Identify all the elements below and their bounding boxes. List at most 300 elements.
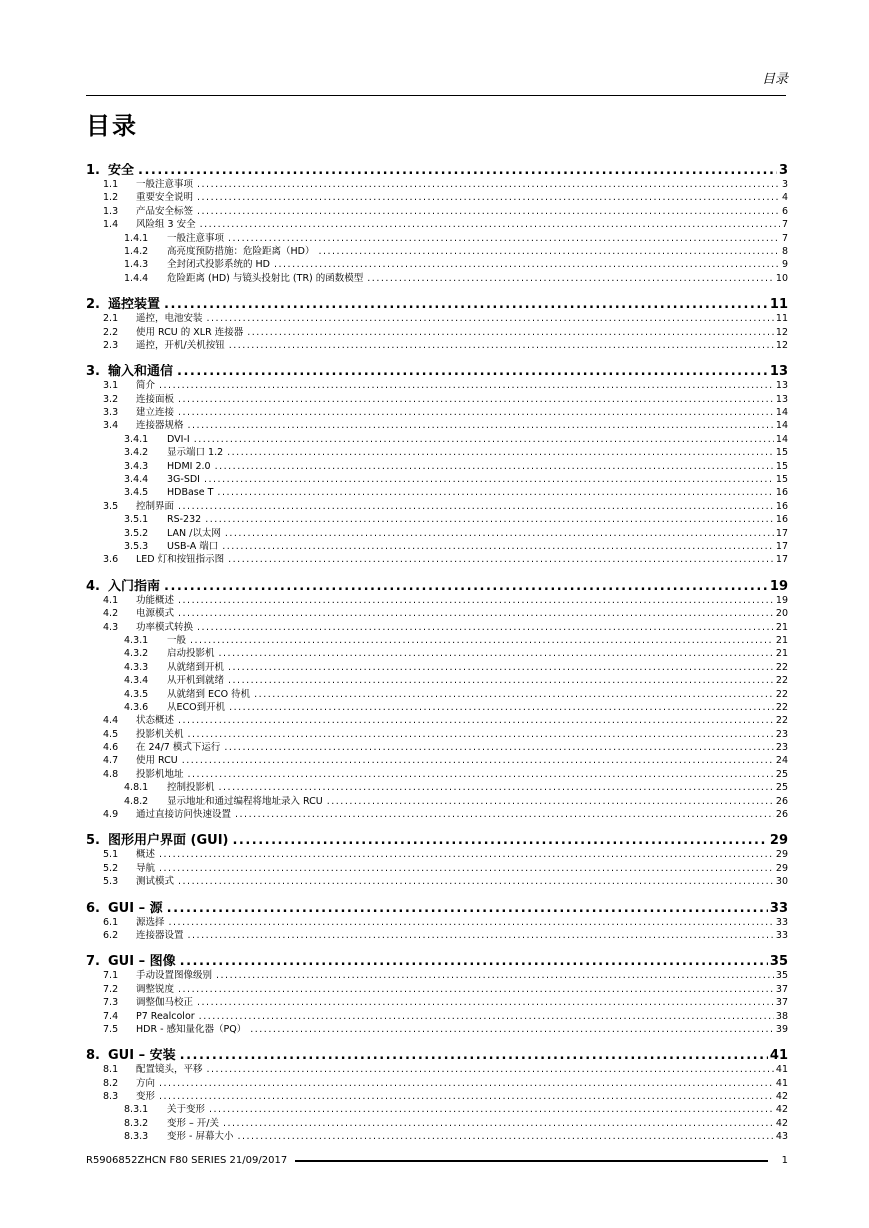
toc-leader-dots <box>188 728 774 741</box>
toc-entry-8-1[interactable] <box>86 1063 788 1076</box>
toc-entry-3-5-3[interactable] <box>86 540 788 553</box>
toc-entry-5-1[interactable] <box>86 848 788 861</box>
toc-entry-number: 3.5.3 <box>124 540 149 552</box>
toc-entry-title: HDR - 感知量化器（PQ） <box>136 1023 247 1035</box>
toc-entry-7[interactable] <box>86 954 788 969</box>
toc-entry-3-4-1[interactable] <box>86 433 788 446</box>
toc-leader-dots <box>232 833 767 848</box>
toc-entry-page: 17 <box>775 540 788 552</box>
toc-entry-3-5-1[interactable] <box>86 513 788 526</box>
toc-entry-4-3-1[interactable] <box>86 634 788 647</box>
toc-entry-3[interactable] <box>86 364 788 379</box>
toc-entry-title: 从就绪到 ECO 待机 <box>167 688 251 700</box>
toc-entry-title: 入门指南 <box>108 578 161 594</box>
toc-entry-title: 全封闭式投影系统的 HD <box>167 259 270 271</box>
toc-entry-number: 1.1 <box>103 179 119 190</box>
toc-entry-3-6[interactable] <box>86 553 788 566</box>
toc-entry-2-3[interactable] <box>86 339 788 352</box>
toc-entry-number: 4.3.2 <box>124 648 149 660</box>
toc-entry-number: 4.8.1 <box>124 782 149 794</box>
toc-entry-title: 显示端口 1.2 <box>167 447 224 459</box>
toc-entry-title: 投影机地址 <box>136 768 184 780</box>
toc-entry-page: 16 <box>775 514 788 526</box>
toc-leader-dots <box>225 527 774 540</box>
toc-entry-title: HDMI 2.0 <box>167 460 211 472</box>
toc-leader-dots <box>228 674 774 687</box>
toc-entry-title: 风险组 3 安全 <box>136 219 196 231</box>
toc-entry-1-4-3[interactable] <box>86 258 788 271</box>
toc-entry-4-8-1[interactable] <box>86 781 788 794</box>
toc-entry-number: 6. <box>86 900 100 916</box>
toc-leader-dots <box>327 795 774 808</box>
toc-entry-4-3-3[interactable] <box>86 661 788 674</box>
toc-entry-number: 2.3 <box>103 339 119 351</box>
toc-entry-number: 5.2 <box>103 862 119 874</box>
toc-leader-dots <box>200 218 780 231</box>
toc-entry-title: 关于变形 <box>167 1104 206 1116</box>
toc-leader-dots <box>222 540 774 553</box>
toc-entry-3-1[interactable] <box>86 379 788 392</box>
toc-entry-8-3-1[interactable] <box>86 1103 788 1116</box>
toc-entry-page: 23 <box>775 728 788 740</box>
toc-leader-dots <box>205 513 774 526</box>
toc-entry-number: 8.3.1 <box>124 1104 149 1116</box>
toc-entry-number: 1.4.2 <box>124 245 149 257</box>
toc-entry-7-4[interactable] <box>86 1010 788 1023</box>
toc-entry-4-7[interactable] <box>86 754 788 767</box>
toc-entry-4-3-6[interactable] <box>86 701 788 714</box>
toc-entry-title: 源选择 <box>136 916 165 928</box>
toc-entry-page: 23 <box>775 742 788 754</box>
toc-entry-8-3[interactable] <box>86 1090 788 1103</box>
toc-entry-4-9[interactable] <box>86 808 788 821</box>
toc-entry-title: 遥控装置 <box>108 297 161 313</box>
toc-entry-8-2[interactable] <box>86 1077 788 1090</box>
toc-entry-number: 4.3.3 <box>124 661 149 673</box>
toc-entry-page: 15 <box>775 460 788 472</box>
toc-entry-page: 26 <box>775 809 788 821</box>
toc-entry-number: 3.4 <box>103 420 119 432</box>
toc-leader-dots <box>229 701 774 714</box>
toc-entry-1-4-4[interactable] <box>86 272 788 285</box>
toc-entry-page: 21 <box>775 634 788 646</box>
toc-entry-4-6[interactable] <box>86 741 788 754</box>
toc-entry-page: 3 <box>781 179 788 190</box>
toc-leader-dots <box>159 1090 774 1103</box>
toc-entry-number: 5.3 <box>103 876 119 888</box>
toc-entry-page: 29 <box>769 833 788 849</box>
toc-entry-number: 4.3 <box>103 621 119 633</box>
toc-leader-dots <box>178 594 774 607</box>
toc-entry-number: 2.1 <box>103 313 119 325</box>
toc-entry-number: 8.3.2 <box>124 1117 149 1129</box>
toc-entry-title: 重要安全说明 <box>136 192 194 204</box>
toc-entry-title: 变形 – 开/关 <box>167 1117 219 1129</box>
toc-entry-number: 7.2 <box>103 983 119 995</box>
toc-entry-4-8-2[interactable] <box>86 795 788 808</box>
toc-leader-dots <box>197 191 780 204</box>
toc-entry-number: 3.4.2 <box>124 447 149 459</box>
toc-entry-5-2[interactable] <box>86 862 788 875</box>
toc-leader-dots <box>178 393 774 406</box>
toc-entry-number: 7.1 <box>103 970 119 982</box>
toc-entry-page: 20 <box>775 608 788 620</box>
toc-leader-dots <box>235 808 774 821</box>
toc-entry-title: GUI – 安装 <box>108 1048 176 1064</box>
toc-entry-title: RS-232 <box>167 514 202 526</box>
toc-entry-7-1[interactable] <box>86 969 788 982</box>
toc-entry-page: 12 <box>775 339 788 351</box>
toc-entry-title: 安全 <box>108 163 135 178</box>
toc-entry-number: 4.3.4 <box>124 675 149 687</box>
toc-entry-title: 导航 <box>136 862 156 874</box>
toc-entry-page: 7 <box>781 232 788 244</box>
toc-entry-4-3-4[interactable] <box>86 674 788 687</box>
toc-entry-title: 手动设置图像级别 <box>136 970 213 982</box>
toc-entry-7-3[interactable] <box>86 996 788 1009</box>
toc-entry-page: 25 <box>775 782 788 794</box>
toc-entry-page: 22 <box>775 661 788 673</box>
toc-leader-dots <box>138 163 777 178</box>
toc-entry-page: 39 <box>775 1023 788 1035</box>
toc-entry-title: 调整伽马校正 <box>136 997 194 1009</box>
toc-leader-dots <box>180 954 768 969</box>
toc-entry-5[interactable] <box>86 833 788 848</box>
toc-leader-dots <box>164 297 768 312</box>
table-of-contents <box>86 163 788 1144</box>
toc-leader-dots <box>318 245 779 258</box>
toc-entry-title: 概述 <box>136 849 156 861</box>
toc-entry-number: 6.1 <box>103 916 119 928</box>
toc-entry-number: 3.1 <box>103 380 119 392</box>
toc-leader-dots <box>177 364 768 379</box>
toc-entry-number: 3.5 <box>103 500 119 512</box>
toc-entry-number: 2. <box>86 297 100 313</box>
toc-entry-3-4-3[interactable] <box>86 460 788 473</box>
toc-entry-page: 33 <box>775 929 788 941</box>
toc-entry-4-8[interactable] <box>86 768 788 781</box>
toc-entry-number: 7.4 <box>103 1010 119 1022</box>
toc-entry-page: 33 <box>775 916 788 928</box>
toc-entry-6[interactable] <box>86 901 788 916</box>
toc-entry-4-5[interactable] <box>86 728 788 741</box>
toc-entry-page: 13 <box>775 393 788 405</box>
toc-entry-number: 4.1 <box>103 594 119 606</box>
toc-entry-title: 建立连接 <box>136 407 175 419</box>
toc-entry-page: 25 <box>775 768 788 780</box>
header-rule <box>86 95 786 96</box>
toc-entry-7-5[interactable] <box>86 1023 788 1036</box>
toc-entry-title: 输入和通信 <box>108 364 174 380</box>
toc-leader-dots <box>215 460 774 473</box>
toc-entry-number: 3.3 <box>103 407 119 419</box>
toc-entry-title: 启动投影机 <box>167 648 215 660</box>
toc-entry-page: 35 <box>775 970 788 982</box>
toc-entry-number: 4.9 <box>103 809 119 821</box>
toc-entry-title: 一般 <box>167 634 187 646</box>
toc-entry-number: 7.5 <box>103 1023 119 1035</box>
toc-leader-dots <box>207 312 774 325</box>
toc-entry-page: 41 <box>775 1064 788 1076</box>
toc-entry-page: 41 <box>775 1077 788 1089</box>
toc-entry-number: 3.5.2 <box>124 527 149 539</box>
toc-entry-title: 图形用户界面 (GUI) <box>108 833 229 849</box>
toc-entry-6-1[interactable] <box>86 916 788 929</box>
toc-entry-page: 3 <box>778 163 788 178</box>
toc-entry-2-2[interactable] <box>86 326 788 339</box>
toc-leader-dots <box>164 579 768 594</box>
toc-entry-page: 14 <box>775 407 788 419</box>
toc-entry-title: GUI – 源 <box>108 900 163 916</box>
toc-leader-dots <box>228 553 774 566</box>
toc-entry-number: 3.6 <box>103 554 119 566</box>
toc-entry-number: 1. <box>86 163 100 178</box>
toc-entry-title: 功率模式转换 <box>136 621 194 633</box>
toc-entry-title: 危险距离 (HD) 与镜头投射比 (TR) 的函数模型 <box>167 272 364 284</box>
toc-entry-title: 遥控，电池安装 <box>136 313 203 325</box>
toc-entry-number: 5. <box>86 833 100 849</box>
toc-entry-7-2[interactable] <box>86 983 788 996</box>
toc-leader-dots <box>197 205 780 218</box>
toc-entry-title: 控制界面 <box>136 500 175 512</box>
toc-entry-title: HDBase T <box>167 487 214 499</box>
toc-entry-2-1[interactable] <box>86 312 788 325</box>
toc-entry-number: 2.2 <box>103 326 119 338</box>
toc-entry-number: 1.4.3 <box>124 259 149 271</box>
toc-entry-3-3[interactable] <box>86 406 788 419</box>
toc-entry-number: 1.3 <box>103 205 119 217</box>
toc-entry-number: 3. <box>86 364 100 380</box>
toc-entry-title: 投影机关机 <box>136 728 184 740</box>
toc-entry-number: 3.2 <box>103 393 119 405</box>
toc-entry-2[interactable] <box>86 297 788 312</box>
toc-leader-dots <box>224 741 774 754</box>
toc-leader-dots <box>188 929 774 942</box>
toc-entry-page: 41 <box>769 1048 788 1064</box>
toc-entry-page: 14 <box>775 433 788 445</box>
toc-leader-dots <box>159 848 774 861</box>
toc-entry-3-4[interactable] <box>86 419 788 432</box>
toc-entry-3-5[interactable] <box>86 500 788 513</box>
toc-entry-title: 状态概述 <box>136 715 175 727</box>
toc-entry-1[interactable] <box>86 163 788 178</box>
toc-entry-number: 5.1 <box>103 849 119 861</box>
toc-leader-dots <box>367 272 774 285</box>
toc-entry-number: 4. <box>86 578 100 594</box>
toc-entry-5-3[interactable] <box>86 875 788 888</box>
toc-entry-number: 1.2 <box>103 192 119 204</box>
toc-leader-dots <box>237 1130 773 1143</box>
toc-entry-title: 从开机到就绪 <box>167 675 225 687</box>
toc-entry-8-3-2[interactable] <box>86 1117 788 1130</box>
toc-entry-number: 8.3 <box>103 1091 119 1103</box>
toc-entry-page: 16 <box>775 487 788 499</box>
toc-entry-title: 一般注意事项 <box>136 179 194 190</box>
toc-entry-title: P7 Realcolor <box>136 1010 195 1022</box>
toc-entry-title: 3G-SDI <box>167 474 200 486</box>
toc-entry-number: 7. <box>86 954 100 970</box>
toc-entry-number: 4.6 <box>103 742 119 754</box>
toc-entry-title: LED 灯和按钮指示图 <box>136 554 225 566</box>
toc-entry-number: 8.2 <box>103 1077 119 1089</box>
toc-entry-page: 42 <box>775 1091 788 1103</box>
toc-entry-page: 43 <box>775 1131 788 1143</box>
toc-entry-number: 4.8 <box>103 768 119 780</box>
toc-entry-title: 从ECO到开机 <box>167 701 226 713</box>
toc-leader-dots <box>178 406 774 419</box>
toc-entry-number: 3.4.1 <box>124 433 149 445</box>
toc-entry-title: 使用 RCU <box>136 755 178 767</box>
toc-entry-1-2[interactable] <box>86 191 788 204</box>
toc-entry-4-3-5[interactable] <box>86 688 788 701</box>
toc-leader-dots <box>199 1010 774 1023</box>
toc-entry-page: 35 <box>769 954 788 970</box>
toc-leader-dots <box>207 1063 774 1076</box>
toc-leader-dots <box>197 621 774 634</box>
toc-leader-dots <box>194 433 774 446</box>
toc-entry-page: 22 <box>775 688 788 700</box>
toc-entry-page: 10 <box>775 272 788 284</box>
toc-entry-number: 4.2 <box>103 608 119 620</box>
toc-entry-page: 9 <box>781 259 788 271</box>
toc-leader-dots <box>182 754 774 767</box>
toc-entry-4-3[interactable] <box>86 621 788 634</box>
toc-leader-dots <box>254 688 774 701</box>
toc-entry-page: 7 <box>781 219 788 231</box>
toc-entry-number: 3.5.1 <box>124 514 149 526</box>
toc-entry-title: 电源模式 <box>136 608 175 620</box>
footer-page-number: 1 <box>781 1155 788 1166</box>
toc-entry-page: 29 <box>775 862 788 874</box>
toc-entry-title: 通过直接访问快速设置 <box>136 809 232 821</box>
toc-leader-dots <box>188 419 774 432</box>
toc-entry-1-4-2[interactable] <box>86 245 788 258</box>
toc-entry-number: 8.3.3 <box>124 1131 149 1143</box>
toc-leader-dots <box>197 996 774 1009</box>
toc-entry-4-2[interactable] <box>86 607 788 620</box>
toc-entry-page: 42 <box>775 1117 788 1129</box>
toc-leader-dots <box>167 901 768 916</box>
toc-leader-dots <box>159 1077 774 1090</box>
page-title: 目录 <box>86 112 138 140</box>
toc-entry-title: 方向 <box>136 1077 156 1089</box>
toc-entry-4-4[interactable] <box>86 714 788 727</box>
running-head: 目录 <box>761 72 788 87</box>
toc-entry-page: 38 <box>775 1010 788 1022</box>
footer-rule <box>295 1160 767 1162</box>
toc-entry-page: 17 <box>775 554 788 566</box>
toc-leader-dots <box>204 473 774 486</box>
toc-entry-title: 连接器规格 <box>136 420 184 432</box>
toc-entry-8-3-3[interactable] <box>86 1130 788 1143</box>
toc-entry-page: 6 <box>781 205 788 217</box>
toc-entry-title: USB-A 端口 <box>167 540 219 552</box>
toc-entry-3-4-4[interactable] <box>86 473 788 486</box>
toc-entry-title: 产品安全标签 <box>136 205 194 217</box>
toc-entry-page: 13 <box>769 364 788 380</box>
toc-entry-number: 4.3.5 <box>124 688 149 700</box>
toc-entry-page: 13 <box>775 380 788 392</box>
toc-leader-dots <box>169 916 774 929</box>
toc-leader-dots <box>228 661 774 674</box>
toc-leader-dots <box>209 1103 774 1116</box>
toc-leader-dots <box>216 969 774 982</box>
toc-entry-title: 变形 <box>136 1091 156 1103</box>
toc-entry-title: 从就绪到开机 <box>167 661 225 673</box>
toc-entry-1-4[interactable] <box>86 218 788 231</box>
toc-entry-number: 7.3 <box>103 997 119 1009</box>
toc-entry-page: 17 <box>775 527 788 539</box>
toc-entry-title: 控制投影机 <box>167 782 215 794</box>
toc-leader-dots <box>178 983 774 996</box>
toc-entry-page: 22 <box>775 701 788 713</box>
toc-entry-3-4-2[interactable] <box>86 446 788 459</box>
toc-entry-page: 19 <box>775 594 788 606</box>
toc-entry-number: 1.4.4 <box>124 272 149 284</box>
toc-leader-dots <box>178 875 774 888</box>
toc-entry-page: 22 <box>775 715 788 727</box>
toc-entry-title: 功能概述 <box>136 594 175 606</box>
toc-entry-page: 16 <box>775 500 788 512</box>
toc-leader-dots <box>188 768 774 781</box>
toc-leader-dots <box>190 634 774 647</box>
toc-entry-number: 3.4.5 <box>124 487 149 499</box>
toc-entry-page: 14 <box>775 420 788 432</box>
toc-entry-1-1[interactable] <box>86 178 788 191</box>
toc-leader-dots <box>250 1023 774 1036</box>
toc-leader-dots <box>159 379 774 392</box>
toc-entry-4-1[interactable] <box>86 594 788 607</box>
toc-entry-page: 11 <box>775 313 788 325</box>
toc-entry-number: 8.1 <box>103 1064 119 1076</box>
toc-entry-page: 12 <box>775 326 788 338</box>
toc-entry-3-2[interactable] <box>86 393 788 406</box>
toc-entry-page: 11 <box>769 297 788 313</box>
toc-entry-title: 遥控，开机/关机按钮 <box>136 339 225 351</box>
toc-entry-number: 4.3.6 <box>124 701 149 713</box>
toc-entry-1-3[interactable] <box>86 205 788 218</box>
toc-entry-title: 连接器设置 <box>136 929 184 941</box>
toc-entry-title: 简介 <box>136 380 156 392</box>
toc-entry-number: 1.4.1 <box>124 232 149 244</box>
toc-entry-6-2[interactable] <box>86 929 788 942</box>
toc-entry-3-4-5[interactable] <box>86 486 788 499</box>
toc-entry-page: 29 <box>775 849 788 861</box>
toc-entry-page: 26 <box>775 795 788 807</box>
toc-entry-number: 4.3.1 <box>124 634 149 646</box>
toc-entry-number: 4.5 <box>103 728 119 740</box>
toc-entry-3-5-2[interactable] <box>86 527 788 540</box>
toc-leader-dots <box>180 1048 768 1063</box>
toc-entry-1-4-1[interactable] <box>86 232 788 245</box>
toc-leader-dots <box>228 232 780 245</box>
toc-entry-page: 33 <box>769 900 788 916</box>
toc-entry-title: 测试模式 <box>136 876 175 888</box>
toc-entry-page: 21 <box>775 648 788 660</box>
toc-entry-page: 15 <box>775 447 788 459</box>
toc-entry-title: 显示地址和通过编程将地址录入 RCU <box>167 795 323 807</box>
toc-entry-4[interactable] <box>86 579 788 594</box>
toc-leader-dots <box>274 258 780 271</box>
toc-leader-dots <box>178 607 774 620</box>
toc-leader-dots <box>219 781 774 794</box>
toc-entry-4-3-2[interactable] <box>86 647 788 660</box>
toc-entry-8[interactable] <box>86 1048 788 1063</box>
toc-leader-dots <box>159 862 774 875</box>
toc-leader-dots <box>227 446 774 459</box>
toc-entry-page: 37 <box>775 997 788 1009</box>
toc-leader-dots <box>247 326 774 339</box>
